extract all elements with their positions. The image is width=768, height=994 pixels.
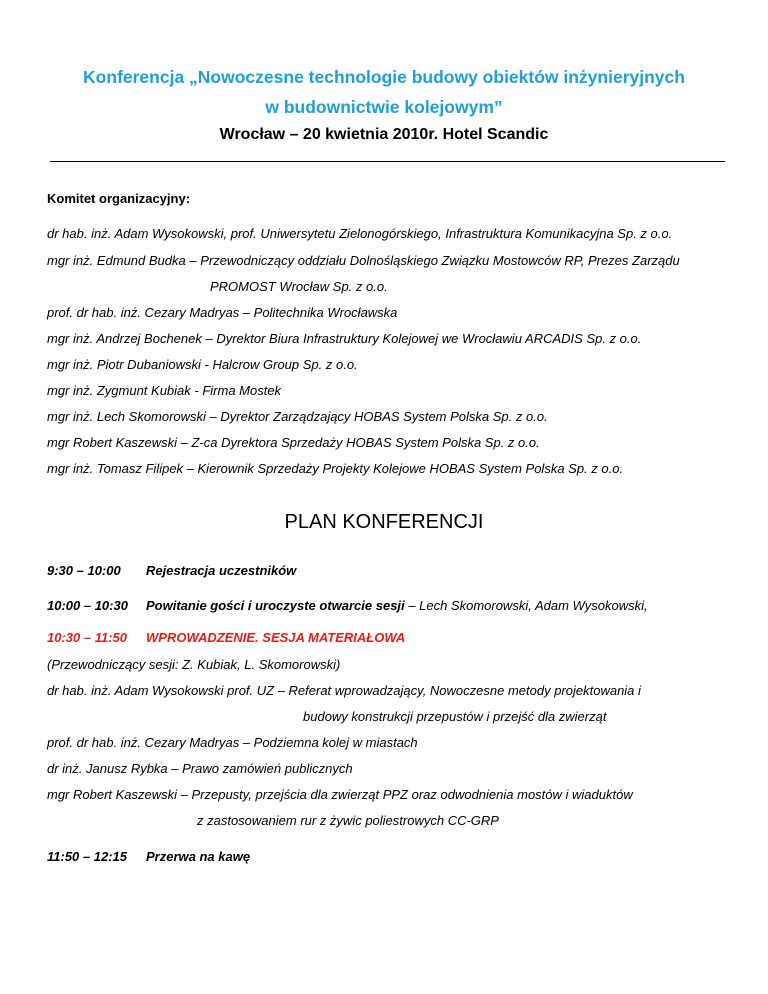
committee-member: mgr inż. Tomasz Filipek – Kierownik Sprzedaży Projekty Kolejowe HOBAS System Polska Sp. z o.o. xyxy=(47,461,624,476)
schedule-row xyxy=(47,597,648,615)
committee-member: mgr inż. Edmund Budka – Przewodniczący oddziału Dolnośląskiego Związku Mostowców RP, Prezes Zarządu xyxy=(47,253,680,268)
session-talk: dr inż. Janusz Rybka – Prawo zamówień publicznych xyxy=(47,761,353,776)
schedule-row xyxy=(47,848,250,866)
header-divider xyxy=(50,161,725,162)
session-talk-continuation: z zastosowaniem rur z żywic poliestrowych CC-GRP xyxy=(197,813,499,828)
committee-member: mgr inż. Andrzej Bochenek – Dyrektor Biura Infrastruktury Kolejowej we Wrocławiu ARCADIS Sp. z o.o. xyxy=(47,331,642,346)
schedule-row xyxy=(47,629,405,647)
schedule-row xyxy=(47,562,296,580)
committee-member: mgr Robert Kaszewski – Z-ca Dyrektora Sprzedaży HOBAS System Polska Sp. z o.o. xyxy=(47,435,540,450)
conference-date-venue: Wrocław – 20 kwietnia 2010r. Hotel Scandic xyxy=(219,126,549,143)
schedule-title: Powitanie gości i uroczyste otwarcie sesji xyxy=(146,598,405,613)
schedule-time: 10:30 – 11:50 xyxy=(47,630,127,645)
plan-heading: PLAN KONFERENCJI xyxy=(284,511,484,533)
committee-member-continuation: PROMOST Wrocław Sp. z o.o. xyxy=(210,279,388,294)
schedule-time: 9:30 – 10:00 xyxy=(47,563,121,578)
session-chairs: (Przewodniczący sesji: Z. Kubiak, L. Skomorowski) xyxy=(47,657,341,672)
schedule-time: 11:50 – 12:15 xyxy=(47,849,127,864)
schedule-title: WPROWADZENIE. SESJA MATERIAŁOWA xyxy=(146,630,406,645)
conference-title-line1: Konferencja „Nowoczesne technologie budowy obiektów inżynieryjnych xyxy=(83,67,685,87)
committee-member: mgr inż. Piotr Dubaniowski - Halcrow Group Sp. z o.o. xyxy=(47,357,358,372)
schedule-title: Przerwa na kawę xyxy=(146,849,251,864)
schedule-detail: – Lech Skomorowski, Adam Wysokowski, xyxy=(404,598,648,613)
committee-heading: Komitet organizacyjny: xyxy=(47,191,191,206)
session-talk: prof. dr hab. inż. Cezary Madryas – Podziemna kolej w miastach xyxy=(47,735,418,750)
committee-member: mgr inż. Zygmunt Kubiak - Firma Mostek xyxy=(47,383,282,398)
committee-member: mgr inż. Lech Skomorowski – Dyrektor Zarządzający HOBAS System Polska Sp. z o.o. xyxy=(47,409,548,424)
session-talk: mgr Robert Kaszewski – Przepusty, przejścia dla zwierząt PPZ oraz odwodnienia mostów i wiaduktów xyxy=(47,787,633,802)
schedule-time: 10:00 – 10:30 xyxy=(47,598,128,613)
committee-member: prof. dr hab. inż. Cezary Madryas – Politechnika Wrocławska xyxy=(47,305,398,320)
session-talk-continuation: budowy konstrukcji przepustów i przejść dla zwierząt xyxy=(303,709,607,724)
schedule-title: Rejestracja uczestników xyxy=(146,563,297,578)
session-talk: dr hab. inż. Adam Wysokowski prof. UZ – Referat wprowadzający, Nowoczesne metody projektowania i xyxy=(47,683,641,698)
conference-title-line2: w budownictwie kolejowym” xyxy=(265,97,503,117)
committee-member: dr hab. inż. Adam Wysokowski, prof. Uniwersytetu Zielonogórskiego, Infrastruktura Komunikacyjna Sp. z o.o. xyxy=(47,226,673,241)
